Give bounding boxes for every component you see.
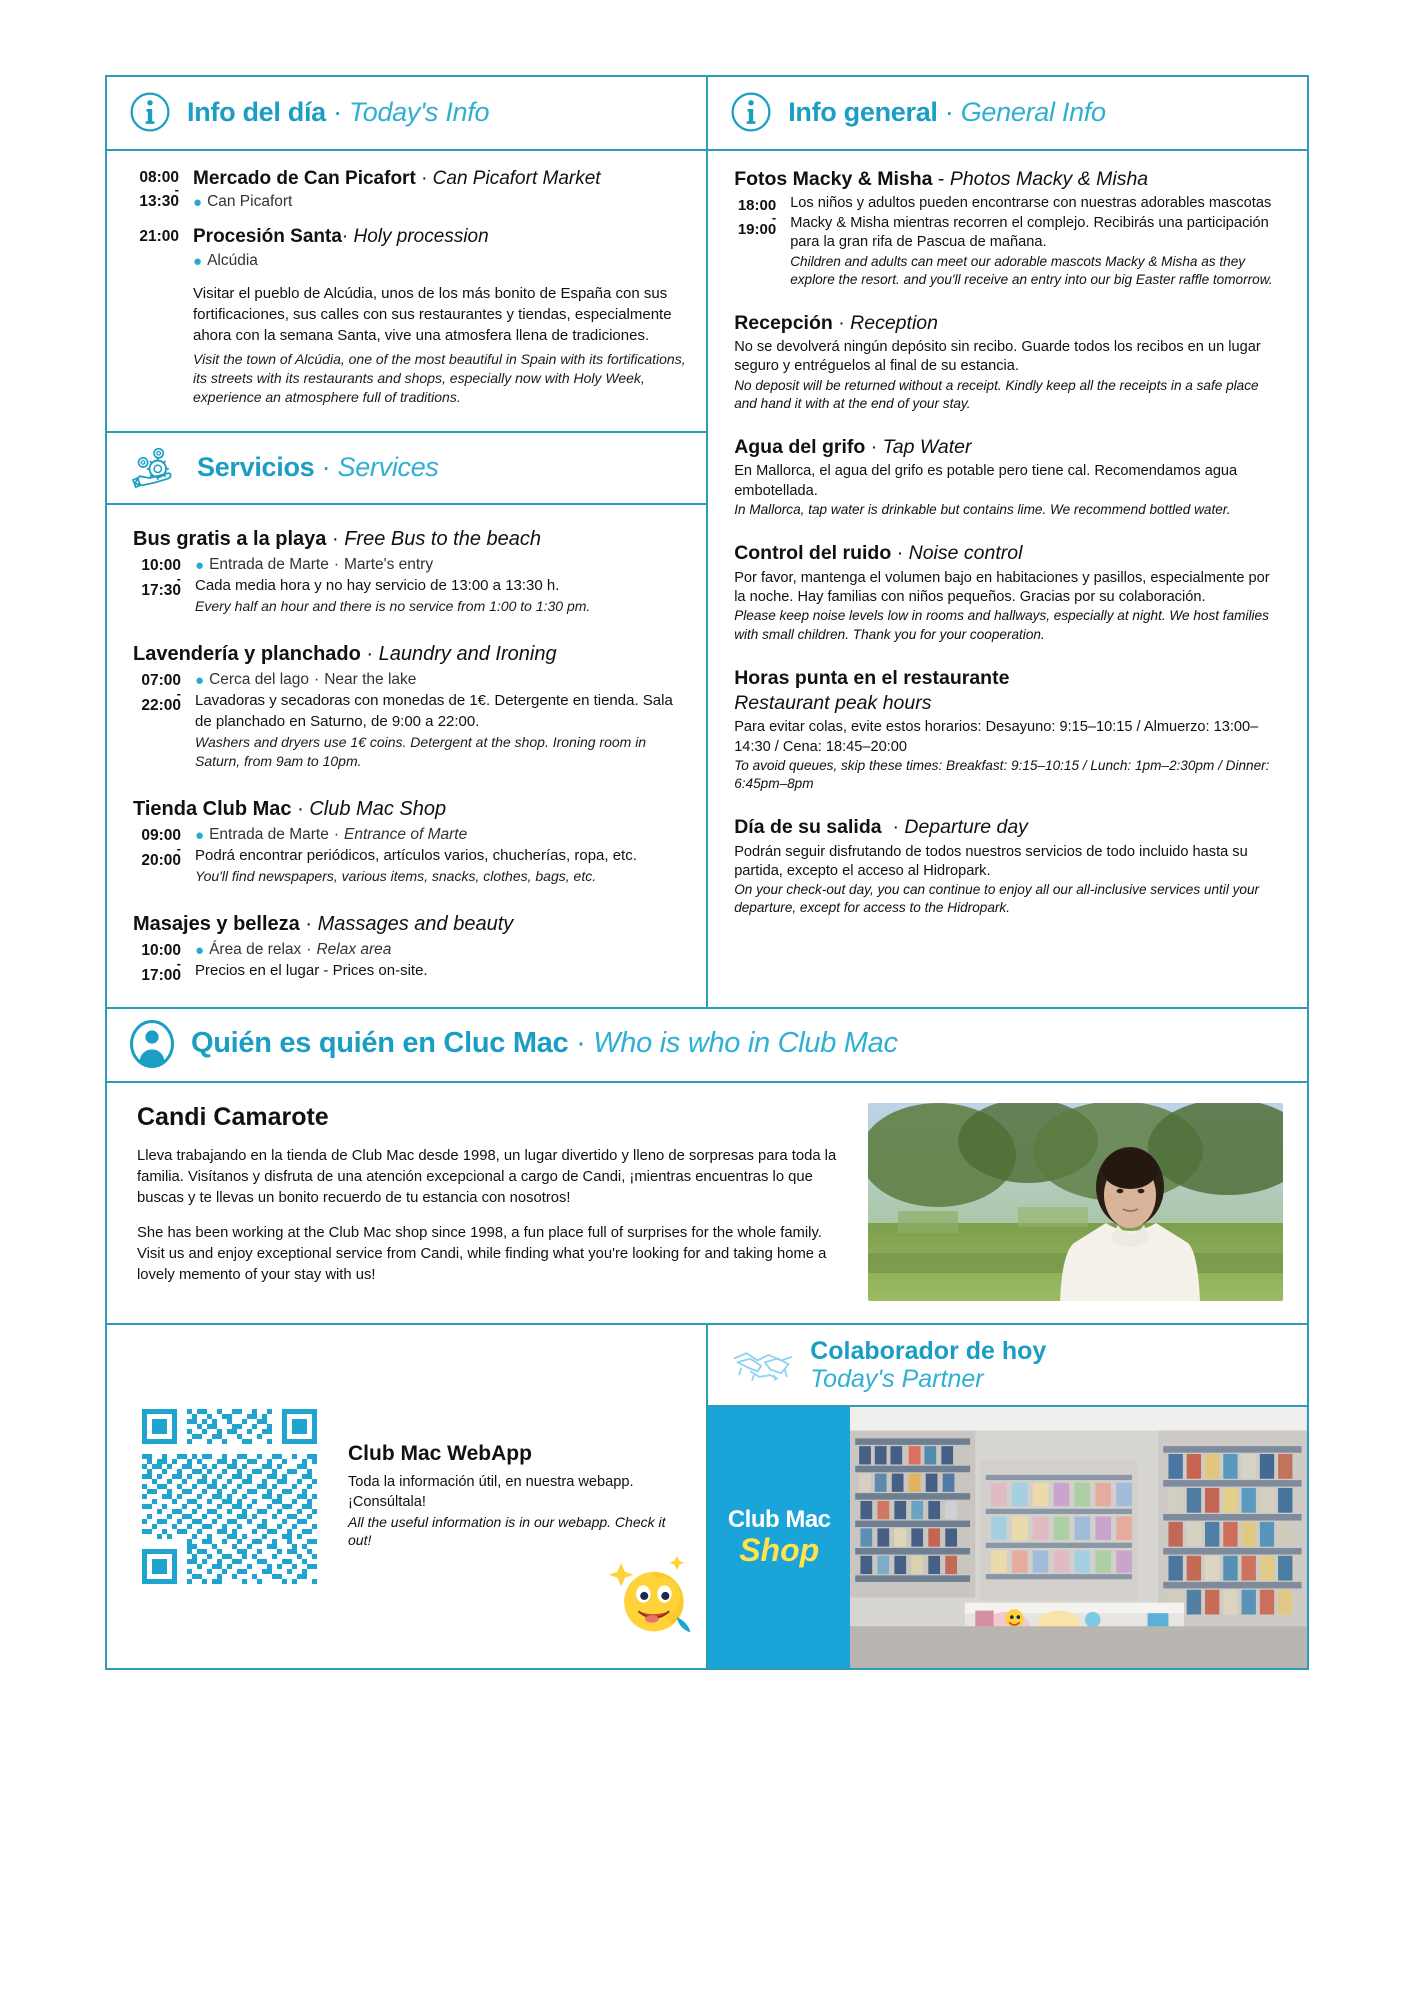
service-item — [133, 642, 686, 771]
who-is-who-title — [191, 1027, 898, 1060]
webapp-text-es: Toda la información útil, en nuestra webapp. ¡Consúltala! — [348, 1474, 634, 1510]
webapp-panel — [107, 1325, 708, 1668]
partner-logo — [708, 1407, 850, 1668]
service-title-es: Tienda Club Mac — [133, 798, 292, 821]
event-content — [193, 225, 686, 407]
who-is-who-body — [105, 1083, 1309, 1325]
general-title-en: General Info — [960, 96, 1106, 127]
service-location — [195, 670, 686, 691]
time-end: 17:00 — [141, 966, 181, 984]
general-block-title — [734, 311, 1283, 336]
block-title-es: Agua del grifo — [734, 436, 866, 459]
block-text-en: On your check-out day, you can continue to enjoy all our all-inclusive services until your departure, except for access to the Hidropark. — [734, 882, 1260, 916]
partner-photo — [850, 1407, 1307, 1668]
location-en: Relax area — [316, 941, 392, 959]
location-sep: · — [333, 556, 339, 574]
event-content — [193, 167, 686, 213]
block-text-es: No se devolverá ningún depósito sin recibo. Guarde todos los recibos en un lugar seguro y entréguelos al final de su estancia. — [734, 339, 1261, 375]
service-detail — [195, 940, 686, 985]
service-time: 10:00 - 17:00 — [141, 942, 181, 984]
event-row — [131, 225, 686, 407]
services-title — [197, 452, 439, 483]
partner-title-es: Colaborador de hoy — [810, 1336, 1047, 1365]
event-title-es: Procesión Santa — [193, 226, 342, 248]
event-location — [193, 192, 686, 213]
general-block — [734, 541, 1283, 643]
event-title-sep: · — [421, 168, 428, 189]
block-text-en: To avoid queues, skip these times: Breakfast: 9:15–10:15 / Lunch: 1pm–2:30pm / Dinner: 6:45pm–8pm — [734, 758, 1270, 792]
service-description-es: Precios en el lugar - Prices on-site. — [195, 962, 428, 980]
service-description-en: You'll find newspapers, various items, snacks, clothes, bags, etc. — [195, 867, 597, 884]
partner-logo-line2: Shop — [739, 1531, 820, 1568]
block-text-es: Para evitar colas, evite estos horarios: Desayuno: 9:15–10:15 / Almuerzo: 13:00–14:30 / Cena: 18:45–20:00 — [734, 719, 1259, 755]
general-block-title — [734, 815, 1283, 840]
service-title-en: Club Mac Shop — [309, 798, 447, 821]
right-column — [708, 77, 1307, 1007]
service-location — [195, 555, 686, 576]
location-pin-icon: ● — [193, 194, 203, 212]
service-title-es: Bus gratis a la playa — [133, 528, 327, 551]
partner-header — [708, 1325, 1307, 1407]
block-title-es: Día de su salida — [734, 816, 882, 839]
bio-paragraph-en: She has been working at the Club Mac shop since 1998, a fun place full of surprises for the whole family. Visit us and enjoy exceptional service from Candi, while finding what you're looking for and taking home a lovely memento of your stay with us! — [137, 1224, 827, 1283]
bio-paragraph-es: Lleva trabajando en la tienda de Club Mac desde 1998, un lugar divertido y lleno de sorpresas para toda la familia. Visítanos y disfruta de una atención excepcional a cargo de Candi, ¡mientras encuentras lo que buscas y te llevas un bonito recuerdo de tu estancia con nosotros! — [137, 1147, 837, 1206]
service-title-sep: · — [366, 643, 374, 666]
service-item — [133, 527, 686, 616]
block-title-es: Recepción — [734, 311, 833, 334]
location-pin-icon: ● — [195, 827, 205, 845]
service-title-sep: · — [305, 913, 313, 936]
event-location — [193, 251, 686, 272]
who-is-who-header — [105, 1007, 1309, 1083]
block-title-en: Photos Macky & Misha — [949, 168, 1149, 190]
who-title-sep: · — [576, 1027, 586, 1060]
location-en: Entrance of Marte — [344, 826, 468, 844]
general-info-title — [788, 97, 1106, 128]
services-title-es: Servicios — [197, 451, 315, 482]
location-sep: · — [314, 671, 320, 689]
event-title-es: Mercado de Can Picafort — [193, 168, 416, 189]
location-es: Cerca del lago — [209, 671, 310, 689]
service-item — [133, 797, 686, 886]
service-time: 07:00 - 22:00 — [141, 672, 181, 714]
service-description-es: Cada media hora y no hay servicio de 13:00 a 13:30 h. — [195, 577, 560, 595]
block-text-es: Podrán seguir disfrutando de todos nuestros servicios de todo incluido hasta su partida, excepto el acceso al Hidropark. — [734, 843, 1248, 879]
location-en: Near the lake — [324, 671, 417, 689]
block-text-es: Por favor, mantenga el volumen bajo en habitaciones y pasillos, especialmente por la noche. Hay familias con niños pequeños. Gracias por su colaboración. — [734, 569, 1270, 606]
general-block — [734, 435, 1283, 519]
person-avatar-icon — [129, 1019, 175, 1069]
block-text-en: In Mallorca, tap water is drinkable but contains lime. We recommend bottled water. — [734, 502, 1231, 518]
service-title-sep: · — [331, 528, 339, 551]
block-body — [734, 194, 1283, 288]
event-row — [131, 167, 686, 213]
service-detail — [195, 670, 686, 771]
general-block-title — [734, 541, 1283, 566]
todays-info-header — [107, 77, 706, 151]
block-title-sep: · — [892, 816, 899, 839]
service-description-es: Podrá encontrar periódicos, artículos varios, chucherías, ropa, etc. — [195, 847, 637, 865]
service-title-en: Laundry and Ironing — [378, 643, 557, 666]
service-description-en: Every half an hour and there is no service from 1:00 to 1:30 pm. — [195, 598, 591, 615]
block-text-es: En Mallorca, el agua del grifo es potable pero tiene cal. Recomendamos agua embotellada. — [734, 463, 1238, 499]
location-text: Can Picafort — [207, 193, 293, 211]
handshake-icon — [730, 1344, 796, 1386]
gears-hand-icon — [129, 445, 181, 489]
general-title-sep: · — [944, 96, 954, 127]
left-column — [107, 77, 708, 1007]
location-pin-icon: ● — [195, 942, 205, 960]
service-item — [133, 912, 686, 985]
time-end: 13:30 — [139, 193, 179, 211]
title-es: Info del día — [187, 96, 326, 127]
block-title-sep: · — [838, 311, 845, 334]
location-en: Marte's entry — [344, 556, 434, 574]
location-pin-icon: ● — [195, 557, 205, 575]
block-title-sep: · — [896, 542, 904, 565]
event-title-sep: · — [341, 226, 349, 248]
location-sep: · — [333, 826, 339, 844]
partner-title — [810, 1337, 1046, 1393]
location-sep: · — [306, 941, 312, 959]
services-body — [107, 505, 706, 1006]
general-block-title — [734, 435, 1283, 460]
person-bio — [137, 1103, 846, 1301]
block-texts — [790, 194, 1283, 288]
service-description-en: Washers and dryers use 1€ coins. Detergent at the shop. Ironing room in Saturn, from 9am to 10pm. — [195, 733, 647, 769]
time-start: 10:00 — [141, 942, 181, 960]
service-detail-row — [133, 670, 686, 771]
block-title-en: Restaurant peak hours — [734, 691, 932, 714]
block-title-es: Control del ruido — [734, 542, 892, 565]
event-time — [131, 225, 193, 407]
general-title-es: Info general — [788, 96, 938, 127]
time-start: 09:00 — [141, 827, 181, 845]
location-es: Entrada de Marte — [209, 556, 329, 574]
block-text-es: Los niños y adultos pueden encontrarse con nuestras adorables mascotas Macky & Misha mientras recorren el complejo. Recibirás una participación para la gran rifa de Pascua de mañana. — [790, 195, 1272, 251]
service-title-es: Masajes y belleza — [133, 913, 300, 936]
service-title-en: Massages and beauty — [317, 913, 514, 936]
general-block-title — [734, 167, 1283, 192]
title-en: Today's Info — [349, 96, 490, 127]
event-description-en: Visit the town of Alcúdia, one of the most beautiful in Spain with its fortifications, its streets with its restaurants and shops, especially now with Holy Week, experience an atmosphere full of traditions. — [193, 350, 686, 406]
service-title-es: Lavendería y planchado — [133, 643, 361, 666]
location-pin-icon: ● — [195, 672, 205, 690]
location-text: Alcúdia — [207, 251, 258, 269]
event-title — [193, 225, 686, 249]
services-header — [107, 431, 706, 505]
who-title-es: Quién es quién en Cluc Mac — [191, 1027, 569, 1060]
time-end: 19:00 — [737, 221, 777, 239]
service-title-sep: · — [297, 798, 304, 821]
service-location — [195, 825, 686, 846]
service-description-es: Lavadoras y secadoras con monedas de 1€. Detergente en tienda. Sala de planchado en Saturno, de 9:00 a 22:00. — [195, 692, 673, 730]
time-end: 22:00 — [141, 696, 181, 714]
event-title-en: Can Picafort Market — [432, 168, 601, 189]
time-start: 07:00 — [141, 672, 181, 690]
event-description-es: Visitar el pueblo de Alcúdia, unos de los más bonito de España con sus fortificaciones, sus calles con sus restaurantes y tiendas, especialmente ahora con la semana Santa, vive una atmosfera llena de tradiciones. — [193, 285, 672, 344]
block-title-es: Horas punta en el restaurante — [734, 666, 1010, 689]
block-text-en: No deposit will be returned without a receipt. Kindly keep all the receipts in a safe place and hand it with at the end of your stay. — [734, 377, 1259, 411]
general-block — [734, 167, 1283, 289]
service-time: 10:00 - 17:30 — [141, 557, 181, 599]
service-title — [133, 642, 686, 667]
service-title — [133, 527, 686, 552]
general-info-body — [708, 151, 1307, 1007]
time-start: 21:00 — [139, 228, 179, 246]
block-title-sep: · — [870, 436, 878, 459]
partner-title-en: Today's Partner — [810, 1364, 984, 1393]
partner-panel — [708, 1325, 1307, 1668]
location-pin-icon: ● — [193, 252, 203, 270]
general-block — [734, 815, 1283, 917]
service-detail — [195, 555, 686, 616]
block-title-en: Departure day — [904, 816, 1028, 839]
services-title-en: Services — [337, 451, 439, 482]
time-end: 17:30 — [141, 581, 181, 599]
service-title — [133, 797, 686, 822]
service-detail-row — [133, 555, 686, 616]
info-circle-icon — [129, 91, 171, 133]
general-block — [734, 666, 1283, 794]
service-location — [195, 940, 686, 961]
time-start: 18:00 — [737, 197, 777, 215]
time-start: 08:00 — [139, 169, 179, 186]
time-start: 10:00 — [141, 557, 181, 575]
top-info-grid — [105, 75, 1309, 1007]
service-time: 09:00 - 20:00 — [141, 827, 181, 869]
location-es: Área de relax — [209, 941, 302, 959]
event-time: 08:00 - 13:30 — [139, 169, 179, 211]
qr-code[interactable] — [137, 1404, 322, 1589]
smiley-mascot-icon — [602, 1546, 698, 1642]
event-title-en: Holy procession — [353, 226, 489, 248]
service-detail-row — [133, 825, 686, 886]
webapp-text — [330, 1442, 696, 1550]
person-photo — [868, 1103, 1283, 1301]
info-circle-icon — [730, 91, 772, 133]
block-title-en: Noise control — [908, 542, 1023, 565]
service-detail — [195, 825, 686, 886]
general-info-header — [708, 77, 1307, 151]
todays-info-body — [107, 151, 706, 431]
general-block-title — [734, 666, 1283, 717]
block-text-en: Please keep noise levels low in rooms and hallways, especially at night. We host families with small children. Thank you for your cooperation. — [734, 608, 1269, 642]
block-title-en: Tap Water — [882, 436, 972, 459]
block-title-en: Reception — [850, 311, 938, 334]
partner-logo-line1: Club Mac — [727, 1505, 831, 1533]
event-title — [193, 167, 686, 191]
service-title-en: Free Bus to the beach — [344, 528, 542, 551]
block-title-sep: - — [937, 168, 945, 190]
todays-info-title — [187, 97, 489, 128]
who-title-en: Who is who in Club Mac — [593, 1027, 898, 1060]
person-name: Candi Camarote — [137, 1102, 329, 1131]
block-title-es: Fotos Macky & Misha — [734, 168, 933, 190]
general-block — [734, 311, 1283, 413]
bottom-row — [105, 1325, 1309, 1670]
block-text-en: Children and adults can meet our adorable mascots Macky & Misha as they explore the resort. and you'll receive an entry into our big Easter raffle tomorrow. — [790, 253, 1273, 287]
webapp-text-en: All the useful information is in our webapp. Check it out! — [348, 1513, 666, 1549]
title-separator: · — [333, 96, 342, 127]
service-detail-row — [133, 940, 686, 985]
block-time: 18:00 - 19:00 — [737, 197, 777, 239]
partner-banner — [708, 1407, 1307, 1668]
service-title — [133, 912, 686, 937]
webapp-title: Club Mac WebApp — [348, 1442, 532, 1466]
services-title-sep: · — [321, 451, 331, 482]
location-es: Entrada de Marte — [209, 826, 329, 844]
time-end: 20:00 — [141, 851, 181, 869]
